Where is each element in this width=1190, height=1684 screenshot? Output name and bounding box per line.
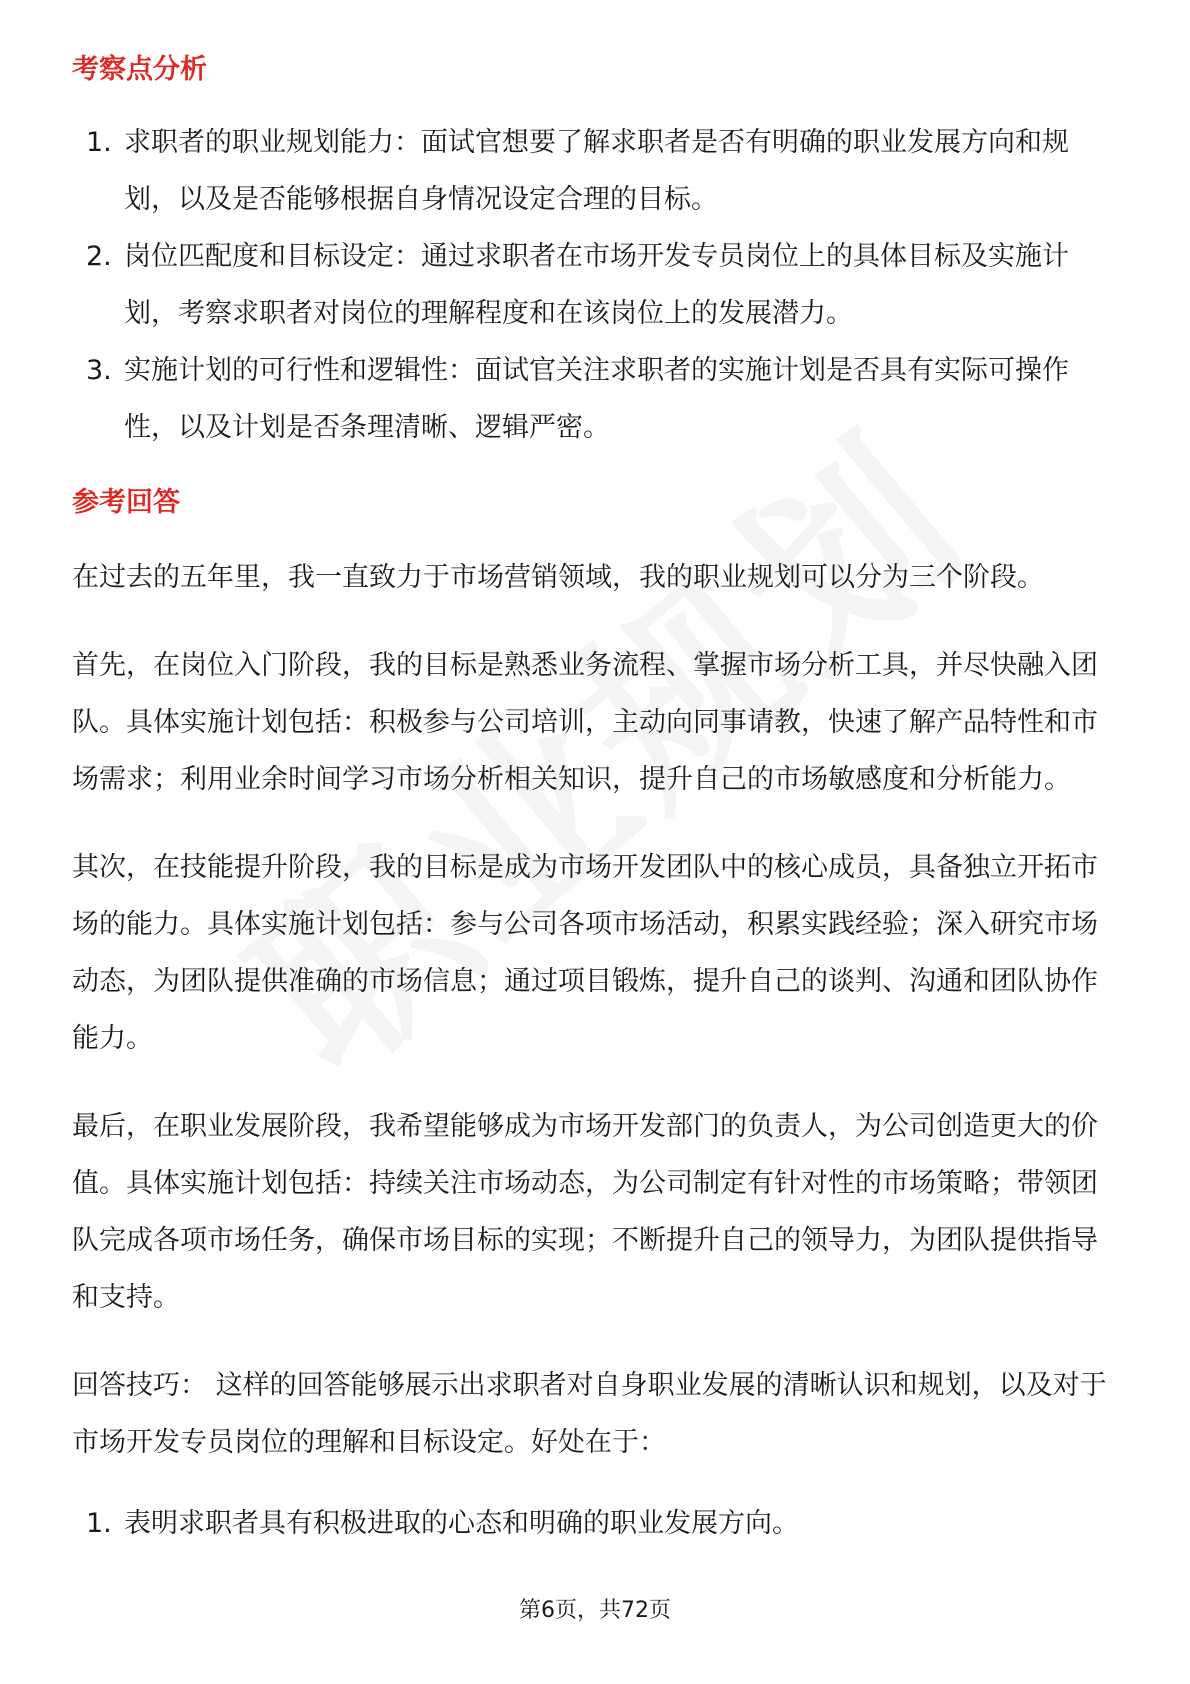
page-content <box>72 50 1122 1553</box>
list-item-number: 1. <box>86 127 112 158</box>
list-item-text: 求职者的职业规划能力：面试官想要了解求职者是否有明确的职业发展方向和规划，以及是否能够根据自身情况设定合理的目标。 <box>124 127 1069 215</box>
paragraph: 其次，在技能提升阶段，我的目标是成为市场开发团队中的核心成员，具备独立开拓市场的能力。具体实施计划包括：参与公司各项市场活动，积累实践经验；深入研究市场动态，为团队提供准确的市场信息；通过项目锻炼，提升自己的谈判、沟通和团队协作能力。 <box>72 852 1098 1054</box>
list-item-number: 1. <box>86 1508 112 1539</box>
list-item-text: 实施计划的可行性和逻辑性：面试官关注求职者的实施计划是否具有实际可操作性，以及计划是否条理清晰、逻辑严密。 <box>124 355 1069 443</box>
page-number: 第6页，共72页 <box>519 1598 671 1623</box>
analysis-list <box>72 114 1122 456</box>
list-item <box>72 342 1122 456</box>
list-item-number: 3. <box>86 355 112 386</box>
list-item-text: 岗位匹配度和目标设定：通过求职者在市场开发专员岗位上的具体目标及实施计划，考察求职者对岗位的理解程度和在该岗位上的发展潜力。 <box>124 241 1069 329</box>
section-heading-reference-answer: 参考回答 <box>72 487 180 518</box>
list-item <box>72 114 1122 228</box>
paragraph: 首先，在岗位入门阶段，我的目标是熟悉业务流程、掌握市场分析工具，并尽快融入团队。具体实施计划包括：积极参与公司培训，主动向同事请教，快速了解产品特性和市场需求；利用业余时间学习市场分析相关知识，提升自己的市场敏感度和分析能力。 <box>72 650 1098 795</box>
benefits-list <box>72 1495 1122 1553</box>
list-item <box>72 1495 1122 1553</box>
list-item-text: 表明求职者具有积极进取的心态和明确的职业发展方向。 <box>124 1508 799 1539</box>
answer-tips-paragraph: 回答技巧： 这样的回答能够展示出求职者对自身职业发展的清晰认识和规划，以及对于市场开发专员岗位的理解和目标设定。好处在于： <box>72 1370 1107 1458</box>
list-item-number: 2. <box>86 241 112 272</box>
paragraph: 最后，在职业发展阶段，我希望能够成为市场开发部门的负责人，为公司创造更大的价值。具体实施计划包括：持续关注市场动态，为公司制定有针对性的市场策略；带领团队完成各项市场任务，确保市场目标的实现；不断提升自己的领导力，为团队提供指导和支持。 <box>72 1111 1098 1313</box>
list-item <box>72 228 1122 342</box>
section-heading-analysis: 考察点分析 <box>72 54 207 85</box>
paragraph: 在过去的五年里，我一直致力于市场营销领域，我的职业规划可以分为三个阶段。 <box>72 562 1044 593</box>
